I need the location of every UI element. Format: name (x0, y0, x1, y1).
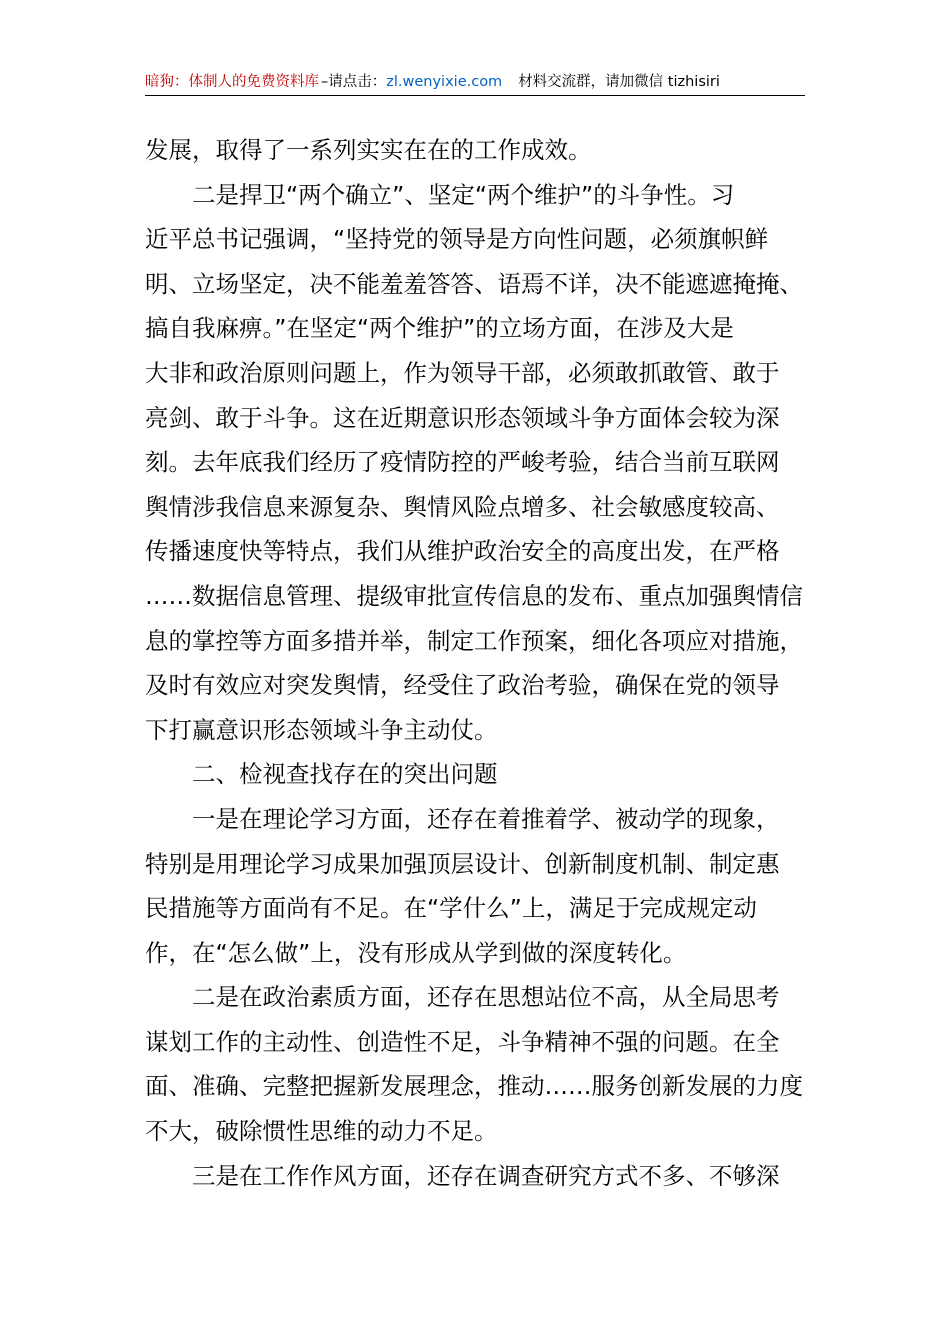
text-line: 作，在“怎么做”上，没有形成从学到做的深度转化。 (145, 938, 687, 967)
text-line: 二是捍卫“两个确立”、坚定“两个维护”的斗争性。习 (192, 180, 735, 209)
page-header (145, 70, 805, 94)
text-line: 不大，破除惯性思维的动力不足。 (145, 1117, 498, 1146)
document-body (145, 128, 815, 1198)
text-line: 三是在工作作风方面，还存在调查研究方式不多、不够深 (192, 1161, 780, 1190)
text-line: 下打赢意识形态领域斗争主动仗。 (145, 715, 498, 744)
text-line: 明、立场坚定，决不能羞羞答答、语焉不详，决不能遮遮掩掩、 (145, 269, 803, 298)
text-line: 刻。去年底我们经历了疫情防控的严峻考验，结合当前互联网 (145, 448, 780, 477)
text-line: ……数据信息管理、提级审批宣传信息的发布、重点加强舆情信 (145, 581, 803, 610)
header-link[interactable]: zl.wenyixie.com (386, 74, 503, 90)
header-group-info: 材料交流群，请加微信 tizhisiri (518, 74, 720, 90)
text-line: 二是在政治素质方面，还存在思想站位不高，从全局思考 (192, 983, 780, 1012)
text-line: 大非和政治原则问题上，作为领导干部，必须敢抓敢管、敢于 (145, 358, 780, 387)
header-brand: 暗狗：体制人的免费资料库 (145, 74, 319, 90)
header-click-prompt: –请点击： (321, 74, 387, 90)
text-line: 传播速度快等特点，我们从维护政治安全的高度出发，在严格 (145, 537, 780, 566)
text-line: 及时有效应对突发舆情，经受住了政治考验，确保在党的领导 (145, 671, 780, 700)
text-line: 特别是用理论学习成果加强顶层设计、创新制度机制、制定惠 (145, 849, 780, 878)
text-line: 舆情涉我信息来源复杂、舆情风险点增多、社会敏感度较高、 (145, 492, 780, 521)
text-line: 近平总书记强调，“坚持党的领导是方向性问题，必须旗帜鲜 (145, 225, 769, 254)
text-line: 息的掌控等方面多措并举，制定工作预案，细化各项应对措施， (145, 626, 803, 655)
text-line: 谋划工作的主动性、创造性不足，斗争精神不强的问题。在全 (145, 1027, 780, 1056)
header-divider (145, 95, 805, 96)
text-line: 一是在理论学习方面，还存在着推着学、被动学的现象， (192, 804, 780, 833)
text-line: 发展，取得了一系列实实在在的工作成效。 (145, 136, 592, 164)
text-line: 面、准确、完整把握新发展理念，推动……服务创新发展的力度 (145, 1072, 803, 1101)
text-line: 二、检视查找存在的突出问题 (192, 760, 498, 789)
text-line: 民措施等方面尚有不足。在“学什么”上，满足于完成规定动 (145, 894, 757, 923)
text-line: 搞自我麻痹。”在坚定“两个维护”的立场方面，在涉及大是 (145, 314, 734, 343)
text-line: 亮剑、敢于斗争。这在近期意识形态领域斗争方面体会较为深 (145, 403, 780, 432)
